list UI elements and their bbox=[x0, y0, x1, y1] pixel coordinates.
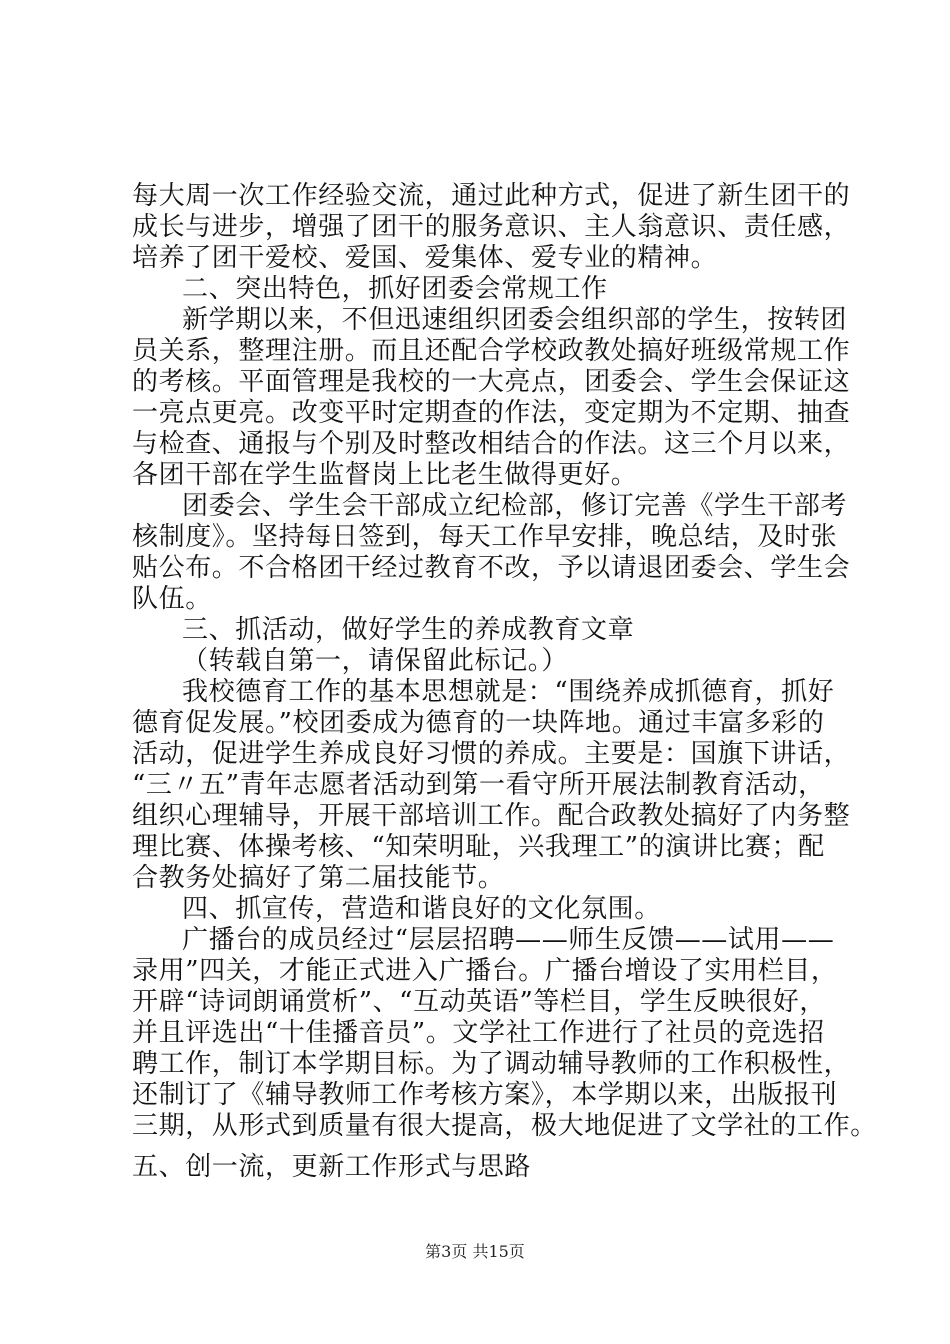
text-line: 的考核。平面管理是我校的一大亮点，团委会、学生会保证这 bbox=[132, 367, 851, 397]
text-line: 活动，促进学生养成良好习惯的养成。主要是：国旗下讲话， bbox=[132, 739, 851, 769]
text-line: 一亮点更亮。改变平时定期查的作法，变定期为不定期、抽查 bbox=[132, 398, 851, 428]
text-line: 新学期以来，不但迅速组织团委会组织部的学生，按转团 bbox=[182, 305, 848, 335]
text-line: 合教务处搞好了第二届技能节。 bbox=[132, 863, 505, 893]
section-heading: 二、突出特色，抓好团委会常规工作 bbox=[182, 274, 608, 304]
text-line: 并且评选出“十佳播音员”。文学社工作进行了社员的竞选招 bbox=[132, 1018, 825, 1048]
text-line: 成长与进步，增强了团干的服务意识、主人翁意识、责任感， bbox=[132, 212, 851, 242]
text-line: 德育促发展。”校团委成为德育的一块阵地。通过丰富多彩的 bbox=[132, 708, 825, 738]
section-heading: 五、创一流，更新工作形式与思路 bbox=[132, 1152, 532, 1182]
text-line: 广播台的成员经过“层层招聘——师生反馈——试用—— bbox=[182, 925, 835, 955]
text-line: （转载自第一，请保留此标记。） bbox=[182, 646, 569, 676]
text-line: 队伍。 bbox=[132, 584, 212, 614]
text-line: 培养了团干爱校、爱国、爱集体、爱专业的精神。 bbox=[132, 243, 718, 273]
text-line: 员关系，整理注册。而且还配合学校政教处搞好班级常规工作 bbox=[132, 336, 851, 366]
text-line: 核制度》。坚持每日签到，每天工作早安排，晚总结，及时张 bbox=[132, 522, 838, 552]
text-line: 录用”四关，才能正式进入广播台。广播台增设了实用栏目， bbox=[132, 956, 838, 986]
text-line: 我校德育工作的基本思想就是：“围绕养成抓德育，抓好 bbox=[182, 677, 835, 707]
text-line: 聘工作，制订本学期目标。为了调动辅导教师的工作积极性， bbox=[132, 1049, 851, 1079]
text-line: 开辟“诗词朗诵赏析”、“互动英语”等栏目，学生反映很好， bbox=[132, 987, 826, 1017]
text-line: 团委会、学生会干部成立纪检部，修订完善《学生干部考 bbox=[182, 491, 848, 521]
text-line: 各团干部在学生监督岗上比老生做得更好。 bbox=[132, 460, 638, 490]
text-line: 组织心理辅导，开展干部培训工作。配合政教处搞好了内务整 bbox=[132, 801, 851, 831]
text-line: 还制订了《辅导教师工作考核方案》，本学期以来，出版报刊 bbox=[132, 1080, 838, 1110]
section-heading: 四、抓宣传，营造和谐良好的文化氛围。 bbox=[182, 894, 661, 924]
text-line: 理比赛、体操考核、“知荣明耻，兴我理工”的演讲比赛；配 bbox=[132, 832, 825, 862]
text-line: 与检查、通报与个别及时整改相结合的作法。这三个月以来， bbox=[132, 429, 851, 459]
text-line: 每大周一次工作经验交流，通过此种方式，促进了新生团干的 bbox=[132, 181, 851, 211]
page-number-footer: 第3页 共15页 bbox=[425, 1242, 525, 1261]
section-heading: 三、抓活动，做好学生的养成教育文章 bbox=[182, 615, 635, 645]
text-line: 三期，从形式到质量有很大提高，极大地促进了文学社的工作。 bbox=[132, 1111, 877, 1141]
text-line: 贴公布。不合格团干经过教育不改，予以请退团委会、学生会 bbox=[132, 553, 851, 583]
text-line: “三〃五”青年志愿者活动到第一看守所开展法制教育活动， bbox=[132, 770, 825, 800]
